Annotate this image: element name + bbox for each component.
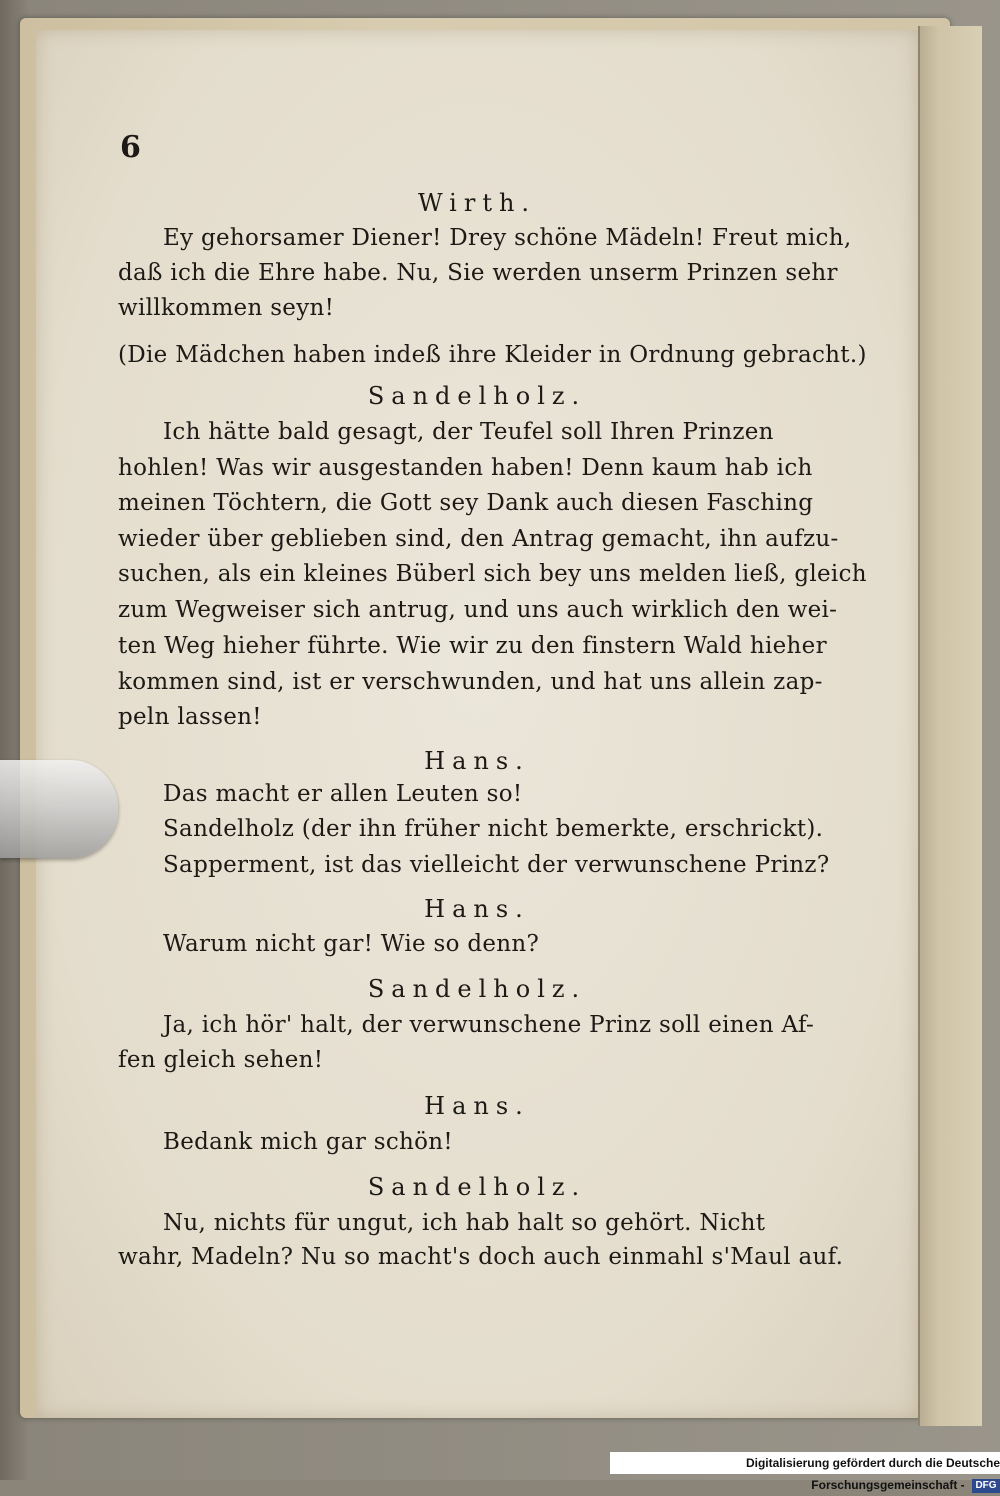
speaker-name: Hans. <box>424 1092 530 1120</box>
text-line: Warum nicht gar! Wie so denn? <box>163 931 540 957</box>
page-clip <box>0 760 118 858</box>
text-line: hohlen! Was wir ausgestanden haben! Denn kaum hab ich <box>118 455 813 481</box>
speaker-name: Hans. <box>424 747 530 775</box>
text-line: Ich hätte bald gesagt, der Teufel soll Ihren Prinzen <box>163 419 774 445</box>
text-line: daß ich die Ehre habe. Nu, Sie werden unserm Prinzen sehr <box>118 260 838 286</box>
digitization-footer <box>610 1452 1000 1492</box>
facing-page-edge <box>918 26 982 1426</box>
speaker-name: Wirth. <box>417 189 537 217</box>
text-line: wieder über geblieben sind, den Antrag gemacht, ihn aufzu- <box>118 526 839 552</box>
text-line: wahr, Madeln? Nu so macht's doch auch einmahl s'Maul auf. <box>118 1244 844 1270</box>
text-line: kommen sind, ist er verschwunden, und hat uns allein zap- <box>118 669 823 695</box>
text-line: willkommen seyn! <box>118 295 335 321</box>
text-line: Nu, nichts für ungut, ich hab halt so gehört. Nicht <box>163 1210 766 1236</box>
text-line: Bedank mich gar schön! <box>163 1129 453 1155</box>
text-line: Das macht er allen Leuten so! <box>163 781 523 807</box>
text-line: suchen, als ein kleines Büberl sich bey uns melden ließ, gleich <box>118 561 867 587</box>
text-line: meinen Töchtern, die Gott sey Dank auch diesen Fasching <box>118 490 814 516</box>
speaker-name: Sandelholz. <box>367 1173 587 1201</box>
text-line: peln lassen! <box>118 704 262 730</box>
text-line: zum Wegweiser sich antrug, und uns auch wirklich den wei- <box>118 597 838 623</box>
book-page <box>36 30 918 1418</box>
text-line: Sandelholz (der ihn früher nicht bemerkte, erschrickt). <box>163 816 824 842</box>
speaker-name: Sandelholz. <box>367 975 587 1003</box>
text-line: Ey gehorsamer Diener! Drey schöne Mädeln! Freut mich, <box>163 225 852 251</box>
dfg-logo: DFG <box>972 1479 1000 1493</box>
text-line: Ja, ich hör' halt, der verwunschene Prinz soll einen Af- <box>163 1012 815 1038</box>
text-line: ten Weg hieher führte. Wie wir zu den finstern Wald hieher <box>118 633 827 659</box>
page-number: 6 <box>120 130 141 165</box>
speaker-name: Sandelholz. <box>367 382 587 410</box>
text-line: Sapperment, ist das vielleicht der verwunschene Prinz? <box>163 852 830 878</box>
page-text-block <box>36 30 918 1418</box>
footer-text: Digitalisierung gefördert durch die Deutsche Forschungsgemeinschaft - <box>745 1456 1000 1492</box>
speaker-name: Hans. <box>424 895 530 923</box>
text-line: fen gleich sehen! <box>118 1047 324 1073</box>
text-line: (Die Mädchen haben indeß ihre Kleider in Ordnung gebracht.) <box>118 342 867 368</box>
